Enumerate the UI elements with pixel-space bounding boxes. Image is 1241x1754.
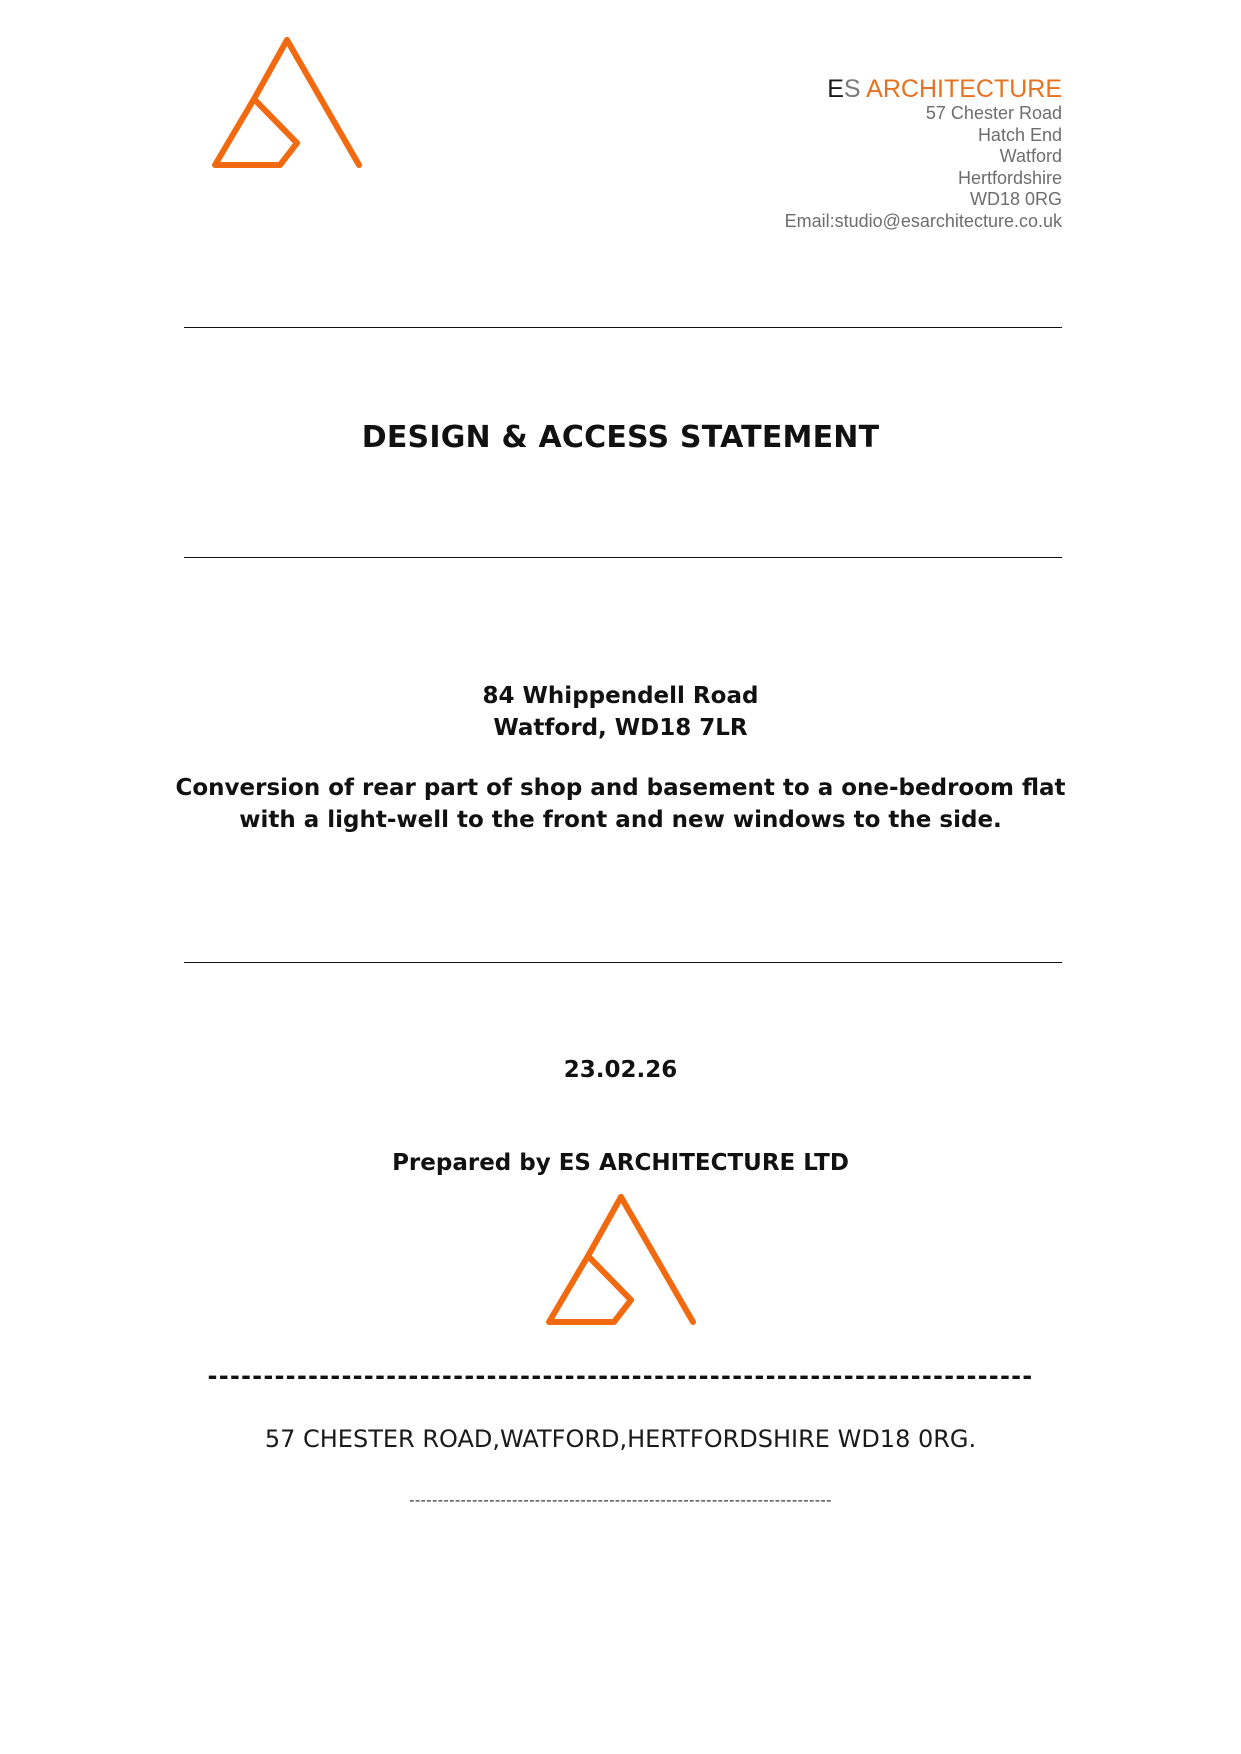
divider-rule [184, 327, 1062, 328]
footer-dash-separator-thin: -------------------------------------------------------------------------- [409, 1491, 832, 1509]
address-line: WD18 0RG [969, 189, 1062, 210]
address-line: Hertfordshire [957, 167, 1062, 188]
document-title: DESIGN & ACCESS STATEMENT [361, 420, 880, 455]
address-line: Watford [999, 146, 1062, 167]
project-description [0, 772, 1241, 836]
prepared-by: Prepared by ES ARCHITECTURE LTD [392, 1150, 849, 1176]
document-date: 23.02.26 [563, 1057, 678, 1083]
footer-dash-separator: -------------------------------------------------------------------------- [207, 1362, 1034, 1390]
divider-rule [184, 557, 1062, 558]
description-line: Conversion of rear part of shop and basement to a one-bedroom flat [175, 775, 1066, 801]
company-name-rest: ARCHITECTURE [860, 75, 1062, 103]
company-name-e: E [827, 75, 844, 103]
divider-rule [184, 962, 1062, 963]
address-line: Hatch End [977, 124, 1062, 145]
es-architecture-logo-icon [209, 36, 364, 172]
email-address: Email:studio@esarchitecture.co.uk [784, 210, 1062, 231]
site-address [0, 680, 1241, 744]
company-name-s: S [843, 75, 861, 103]
site-address-line: 84 Whippendell Road [482, 683, 759, 709]
company-name [785, 74, 1062, 104]
address-line: 57 Chester Road [925, 103, 1062, 123]
letterhead-address [785, 74, 1062, 233]
description-line: with a light-well to the front and new windows to the side. [239, 807, 1002, 833]
footer-address: 57 CHESTER ROAD,WATFORD,HERTFORDSHIRE WD18 0RG. [264, 1425, 977, 1453]
site-address-line: Watford, WD18 7LR [493, 715, 748, 741]
es-architecture-logo-icon [543, 1193, 698, 1329]
